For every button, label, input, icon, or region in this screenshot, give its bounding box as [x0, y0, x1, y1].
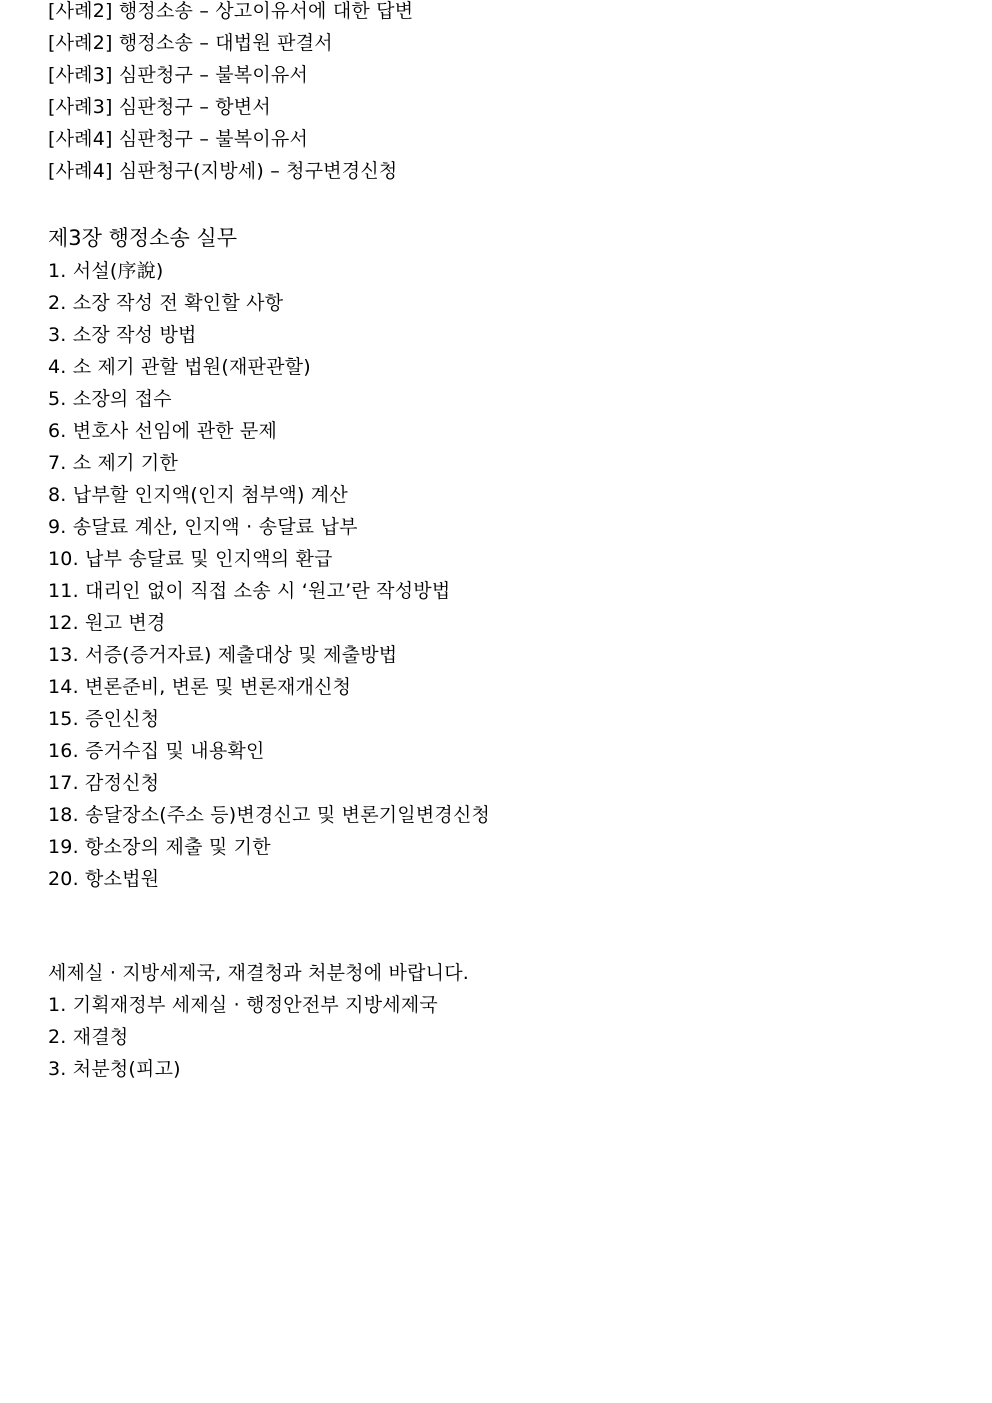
chapter3-item: 12. 원고 변경	[48, 612, 166, 634]
chapter3-item: 4. 소 제기 관할 법원(재판관할)	[48, 356, 311, 378]
case-item: [사례3] 심판청구 – 불복이유서	[48, 64, 309, 86]
chapter3-item: 7. 소 제기 기한	[48, 452, 179, 474]
case-item: [사례3] 심판청구 – 항변서	[48, 96, 271, 118]
chapter3-item: 18. 송달장소(주소 등)변경신고 및 변론기일변경신청	[48, 804, 491, 826]
chapter3-item: 14. 변론준비, 변론 및 변론재개신청	[48, 676, 352, 698]
chapter3-item: 15. 증인신청	[48, 708, 160, 730]
chapter3-title: 제3장 행정소송 실무	[48, 226, 237, 250]
document-page	[48, 0, 948, 1085]
section-spacer	[48, 895, 948, 957]
chapter3-item: 11. 대리인 없이 직접 소송 시 ‘원고’란 작성방법	[48, 580, 451, 602]
appeal-title: 세제실 · 지방세제국, 재결청과 처분청에 바랍니다.	[48, 962, 469, 984]
chapter3-item: 20. 항소법원	[48, 868, 160, 890]
chapter3-list	[48, 255, 948, 895]
chapter3-item: 9. 송달료 계산, 인지액 · 송달료 납부	[48, 516, 358, 538]
chapter3-item: 5. 소장의 접수	[48, 388, 172, 410]
chapter3-item: 8. 납부할 인지액(인지 첨부액) 계산	[48, 484, 348, 506]
chapter3-item: 16. 증거수집 및 내용확인	[48, 740, 265, 762]
chapter3-item: 6. 변호사 선임에 관한 문제	[48, 420, 278, 442]
chapter3-item: 19. 항소장의 제출 및 기한	[48, 836, 271, 858]
chapter3-item: 13. 서증(증거자료) 제출대상 및 제출방법	[48, 644, 398, 666]
chapter3-item: 17. 감정신청	[48, 772, 160, 794]
case-item: [사례4] 심판청구(지방세) – 청구변경신청	[48, 160, 398, 182]
appeal-item: 3. 처분청(피고)	[48, 1058, 181, 1080]
case-item: [사례2] 행정소송 – 상고이유서에 대한 답변	[48, 0, 414, 22]
chapter3-item: 2. 소장 작성 전 확인할 사항	[48, 292, 284, 314]
case-list	[48, 0, 948, 187]
appeal-item: 1. 기획재정부 세제실 · 행정안전부 지방세제국	[48, 994, 438, 1016]
case-item: [사례2] 행정소송 – 대법원 판결서	[48, 32, 333, 54]
appeal-item: 2. 재결청	[48, 1026, 129, 1048]
chapter3-item: 3. 소장 작성 방법	[48, 324, 197, 346]
case-item: [사례4] 심판청구 – 불복이유서	[48, 128, 309, 150]
chapter3-item: 10. 납부 송달료 및 인지액의 환급	[48, 548, 333, 570]
appeal-list	[48, 989, 948, 1085]
chapter3-item: 1. 서설(序說)	[48, 260, 164, 282]
